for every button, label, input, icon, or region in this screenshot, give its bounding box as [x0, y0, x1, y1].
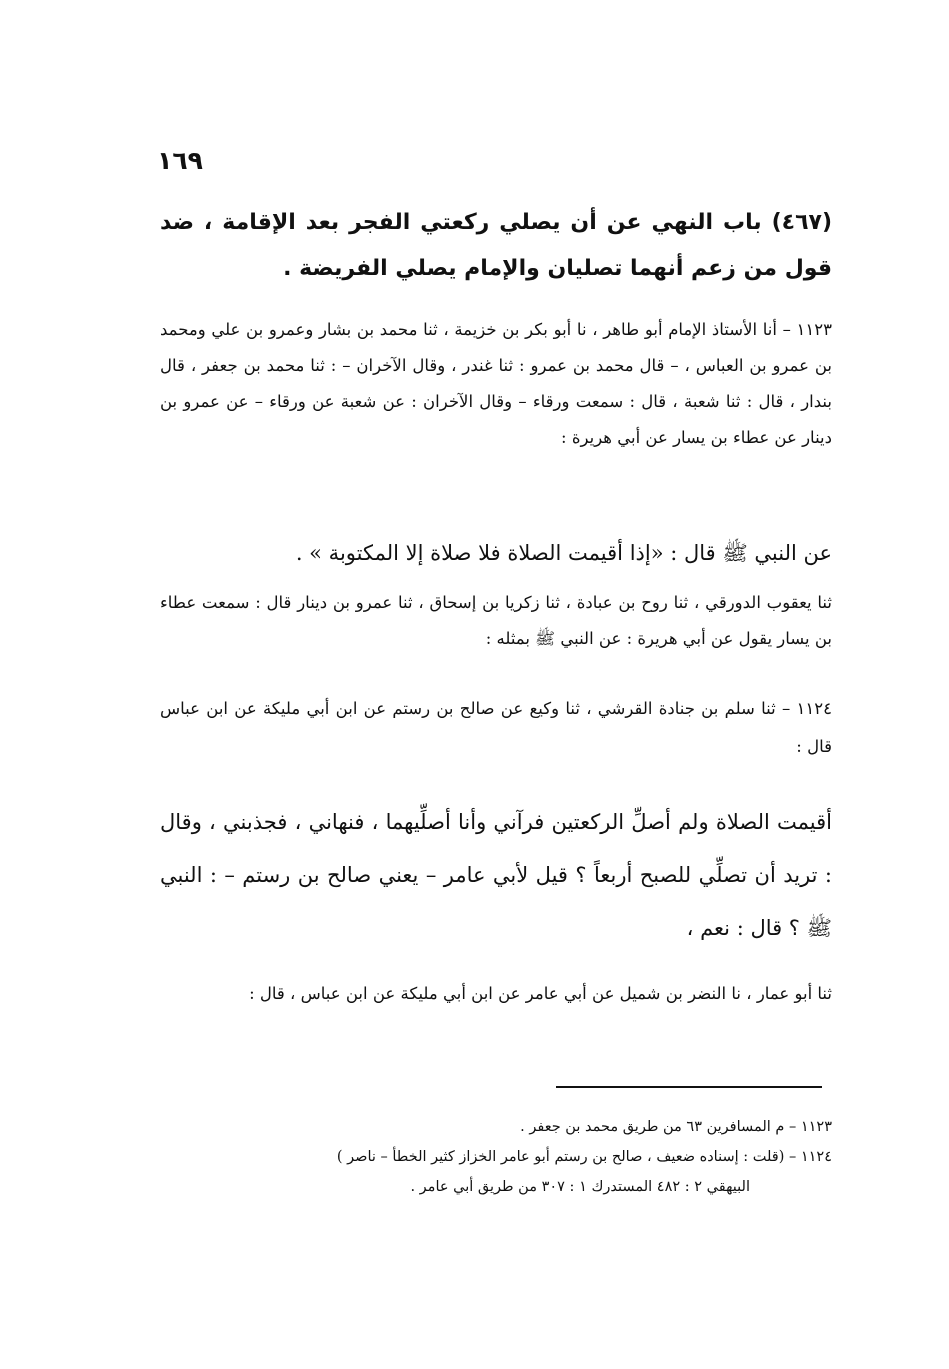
hadith-1123-second-chain: ثنا يعقوب الدورقي ، ثنا روح بن عبادة ، ثنا زكريا بن إسحاق ، ثنا عمرو بن دينار قال : سمعت عطاء بن يسار يقول عن أبي هريرة : عن النبي ﷺ بمثله :: [160, 593, 832, 648]
footnote-1123: ١١٢٣ – م المسافرين ٦٣ من طريق محمد بن جعفر .: [520, 1119, 832, 1135]
page-number: ١٦٩: [157, 146, 203, 175]
footnotes: [160, 1112, 832, 1202]
hadith-1124-second-chain: ثنا أبو عمار ، نا النضر بن شميل عن أبي عامر عن ابن أبي مليكة عن ابن عباس ، قال :: [249, 984, 832, 1003]
hadith-1124-chain: ١١٢٤ – ثنا سلم بن جنادة القرشي ، ثنا وكيع عن صالح بن رستم عن ابن أبي مليكة عن ابن عباس قال :: [160, 699, 832, 756]
hadith-1124-matn: أقيمت الصلاة ولم أصلِّ الركعتين فرآني وأنا أصلِّيهما ، فنهاني ، فجذبني ، وقال : تريد أن تصلِّي للصبح أربعاً ؟ قيل لأبي عامر – يعني صالح بن رستم – : النبي ﷺ ؟ قال : نعم ،: [160, 810, 832, 940]
footnote-1124-line-2: البيهقي ٢ : ٤٨٢ المستدرك ١ : ٣٠٧ من طريق أبي عامر .: [410, 1179, 750, 1195]
footnote-divider: [556, 1086, 822, 1088]
hadith-1123-chain: ١١٢٣ – أنا الأستاذ الإمام أبو طاهر ، نا أبو بكر بن خزيمة ، ثنا محمد بن بشار وعمرو بن علي ومحمد بن عمرو بن العباس ، – قال محمد بن عمرو : ثنا غندر ، وقال الآخران – : ثنا محمد بن جعفر ، قال بندار ، قال : ثنا شعبة ، قال : سمعت ورقاء – وقال الآخران : عن شعبة عن ورقاء – عن عمرو بن دينار عن عطاء بن يسار عن أبي هريرة :: [160, 320, 832, 447]
hadith-1123-matn: عن النبي ﷺ قال : «إذا أقيمت الصلاة فلا صلاة إلا المكتوبة » .: [295, 541, 832, 565]
footnote-1124-line-1: ١١٢٤ – (قلت : إسناده ضعيف ، صالح بن رستم أبو عامر الخزاز كثير الخطأ – ناصر ): [336, 1149, 832, 1165]
chapter-title: (٤٦٧) باب النهي عن أن يصلي ركعتي الفجر بعد الإقامة ، ضد قول من زعم أنهما تصليان والإمام يصلي الفريضة .: [160, 210, 832, 281]
